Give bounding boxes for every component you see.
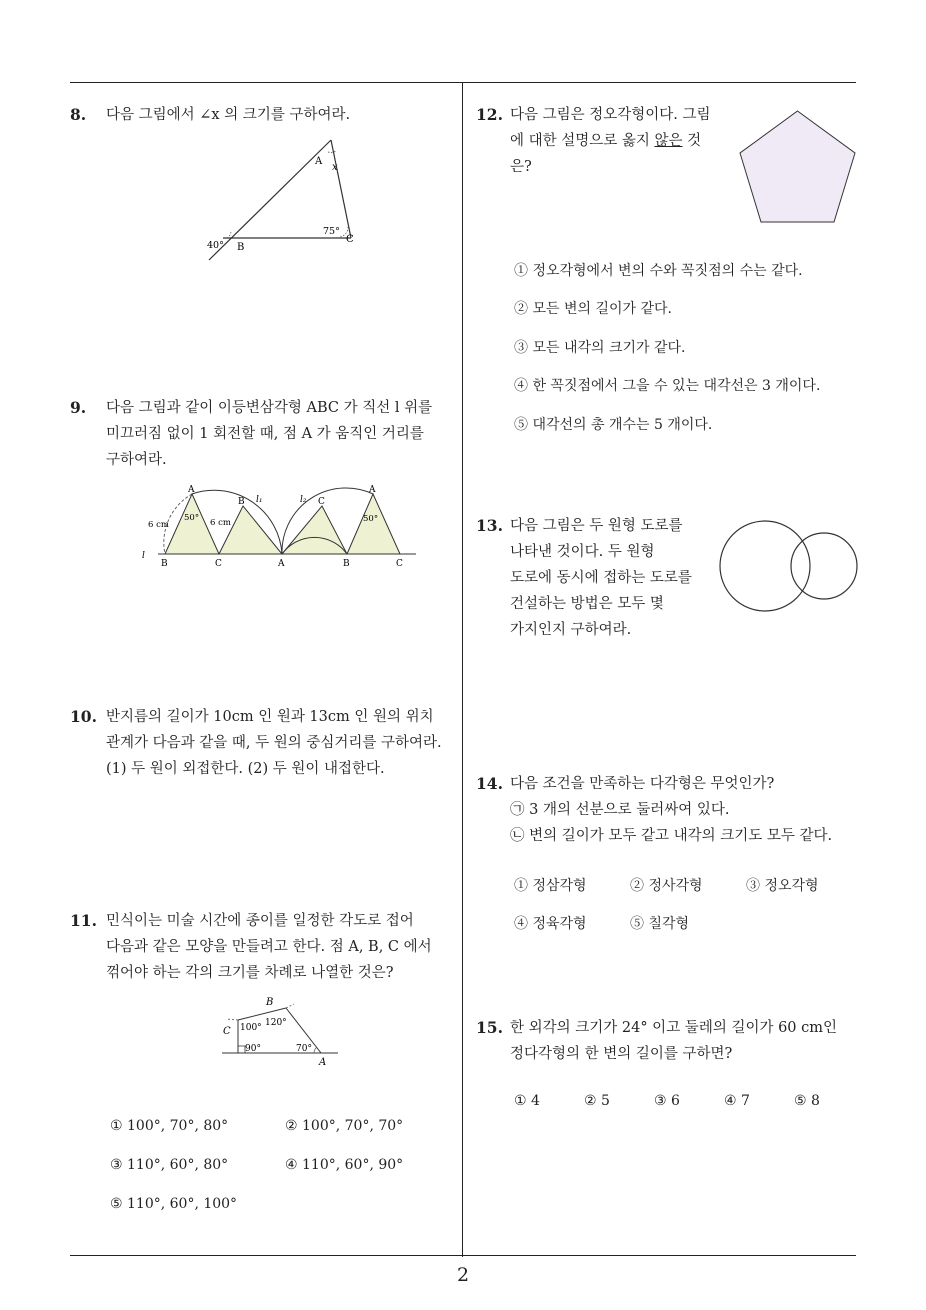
question-number: 10. xyxy=(70,707,97,726)
q12-option-1[interactable]: ① 정오각형에서 변의 수와 꼭짓점의 수는 같다. xyxy=(514,263,803,279)
question-text-line: 다음 그림은 두 원형 도로를 xyxy=(510,518,683,534)
question-text-line: 에 대한 설명으로 옳지 않은 것 xyxy=(510,133,702,149)
q9-label-l2: l₂ xyxy=(300,495,307,505)
q9-label-A1: A xyxy=(188,485,195,495)
emphasis-underline: 않은 xyxy=(654,133,683,149)
question-text-line: 다음 그림과 같이 이등변삼각형 ABC 가 직선 l 위를 xyxy=(106,400,433,416)
q14-option-5[interactable]: ⑤ 칠각형 xyxy=(630,916,690,932)
q8-label-75: 75° xyxy=(323,226,340,237)
q11-label-100: 100° xyxy=(240,1023,262,1033)
q8-label-C: C xyxy=(346,234,354,245)
bottom-rule xyxy=(70,1255,856,1256)
condition-2: ㉡ 변의 길이가 모두 같고 내각의 크기도 모두 같다. xyxy=(510,828,833,844)
q15-option-2[interactable]: ② 5 xyxy=(584,1093,610,1109)
q9-figure xyxy=(140,480,420,572)
q11-label-70: 70° xyxy=(296,1044,312,1054)
q15-option-5[interactable]: ⑤ 8 xyxy=(794,1093,820,1109)
question-text: 다음 그림에서 ∠x 의 크기를 구하여라. xyxy=(106,107,351,123)
question-text-line: 구하여라. xyxy=(106,452,167,468)
q11-option-4[interactable]: ④ 110°, 60°, 90° xyxy=(285,1157,404,1173)
q9-label-50-right: 50° xyxy=(363,514,379,524)
q12-option-3[interactable]: ③ 모든 내각의 크기가 같다. xyxy=(514,340,686,356)
q8-label-40: 40° xyxy=(207,240,224,251)
q9-label-l: l xyxy=(142,551,145,561)
question-text-line: 미끄러짐 없이 1 회전할 때, 점 A 가 움직인 거리를 xyxy=(106,426,424,442)
q11-option-1[interactable]: ① 100°, 70°, 80° xyxy=(110,1118,229,1134)
q14-option-4[interactable]: ④ 정육각형 xyxy=(514,916,587,932)
question-text-line: 한 외각의 크기가 24° 이고 둘레의 길이가 60 cm인 xyxy=(510,1020,838,1036)
question-text-line: 민식이는 미술 시간에 종이를 일정한 각도로 접어 xyxy=(106,913,414,929)
question-number: 12. xyxy=(476,105,503,124)
question-text-line: 관계가 다음과 같을 때, 두 원의 중심거리를 구하여라. xyxy=(106,735,442,751)
question-text-line: 다음 조건을 만족하는 다각형은 무엇인가? xyxy=(510,776,775,792)
question-text-line: 다음 그림은 정오각형이다. 그림 xyxy=(510,107,711,123)
q9-bottom-B1: B xyxy=(161,559,168,569)
question-number: 14. xyxy=(476,774,503,793)
q15-option-3[interactable]: ③ 6 xyxy=(654,1093,680,1109)
q9-label-C1: C xyxy=(318,497,325,507)
q9-label-A2: A xyxy=(369,485,376,495)
question-text-line: 가지인지 구하여라. xyxy=(510,622,632,638)
q9-label-6cm-b: 6 cm xyxy=(210,518,231,528)
q11-figure xyxy=(218,995,343,1070)
q12-pentagon-figure xyxy=(735,108,860,228)
question-text-line: 나타낸 것이다. 두 원형 xyxy=(510,544,655,560)
page-number: 2 xyxy=(456,1264,470,1286)
q8-figure xyxy=(195,135,370,265)
question-text-line: 건설하는 방법은 모두 몇 xyxy=(510,596,664,612)
q8-label-A: A xyxy=(315,156,323,167)
q15-option-4[interactable]: ④ 7 xyxy=(724,1093,750,1109)
column-divider xyxy=(462,82,463,1257)
q9-label-6cm-a: 6 cm xyxy=(148,520,169,530)
question-text-line: 반지름의 길이가 10cm 인 원과 13cm 인 원의 위치 xyxy=(106,709,434,725)
q11-option-3[interactable]: ③ 110°, 60°, 80° xyxy=(110,1157,229,1173)
question-number: 11. xyxy=(70,911,97,930)
q11-label-C: C xyxy=(223,1026,231,1037)
question-text-line: 꺾어야 하는 각의 크기를 차례로 나열한 것은? xyxy=(106,965,394,981)
q11-option-5[interactable]: ⑤ 110°, 60°, 100° xyxy=(110,1196,238,1212)
q8-label-x: x xyxy=(332,162,338,173)
question-number: 13. xyxy=(476,516,503,535)
q12-option-2[interactable]: ② 모든 변의 길이가 같다. xyxy=(514,301,672,317)
q15-option-1[interactable]: ① 4 xyxy=(514,1093,540,1109)
q11-label-120: 120° xyxy=(265,1018,287,1028)
q12-option-4[interactable]: ④ 한 꼭짓점에서 그을 수 있는 대각선은 3 개이다. xyxy=(514,378,821,394)
q9-bottom-A: A xyxy=(278,559,285,569)
condition-1: ㉠ 3 개의 선분으로 둘러싸여 있다. xyxy=(510,802,730,818)
q9-bottom-C1: C xyxy=(215,559,222,569)
q11-label-B: B xyxy=(266,997,274,1008)
q13-circles-figure xyxy=(718,520,863,615)
q8-label-B: B xyxy=(237,242,245,253)
question-text-line: (1) 두 원이 외접한다. (2) 두 원이 내접한다. xyxy=(106,761,385,777)
q9-label-50-left: 50° xyxy=(184,513,200,523)
question-text-line: 도로에 동시에 접하는 도로를 xyxy=(510,570,692,586)
q11-label-A: A xyxy=(319,1057,327,1068)
q9-label-B1: B xyxy=(238,497,245,507)
question-text-line: 은? xyxy=(510,159,532,175)
q12-option-5[interactable]: ⑤ 대각선의 총 개수는 5 개이다. xyxy=(514,417,713,433)
question-number: 15. xyxy=(476,1018,503,1037)
q9-label-l1: l₁ xyxy=(256,495,263,505)
question-text-line: 다음과 같은 모양을 만들려고 한다. 점 A, B, C 에서 xyxy=(106,939,432,955)
question-number: 8. xyxy=(70,105,87,124)
q14-option-1[interactable]: ① 정삼각형 xyxy=(514,878,587,894)
q11-option-2[interactable]: ② 100°, 70°, 70° xyxy=(285,1118,404,1134)
top-rule xyxy=(70,82,856,83)
q9-bottom-C2: C xyxy=(396,559,403,569)
q14-option-3[interactable]: ③ 정오각형 xyxy=(746,878,819,894)
question-text-line: 정다각형의 한 변의 길이를 구하면? xyxy=(510,1046,733,1062)
q9-bottom-B2: B xyxy=(343,559,350,569)
q14-option-2[interactable]: ② 정사각형 xyxy=(630,878,703,894)
q11-label-90: 90° xyxy=(245,1044,261,1054)
question-number: 9. xyxy=(70,398,87,417)
